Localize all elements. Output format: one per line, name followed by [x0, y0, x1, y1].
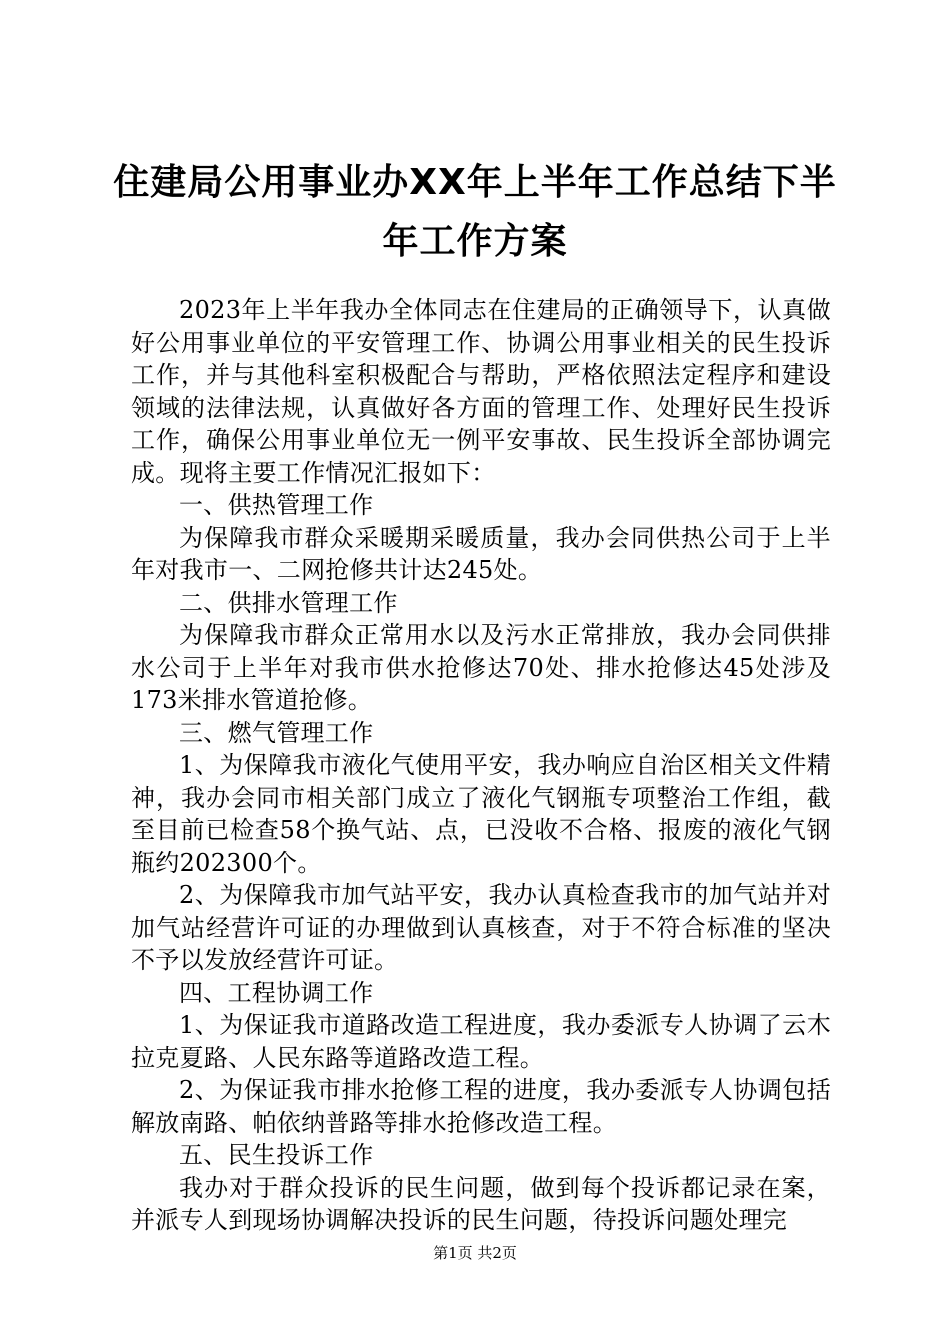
section-heading-complaints: 五、民生投诉工作 — [179, 1141, 374, 1169]
page-footer: 第1页 共2页 — [433, 1244, 517, 1262]
document-title-line-1: 住建局公用事业办XX年上半年工作总结下半 — [113, 162, 837, 203]
section-heading-heating: 一、供热管理工作 — [179, 491, 374, 519]
paragraph-complaints: 我办对于群众投诉的民生问题，做到每个投诉都记录在案，并派专人到现场协调解决投诉的民生问题，待投诉问题处理完 — [131, 1173, 831, 1234]
paragraph-gas-2: 2、为保障我市加气站平安，我办认真检查我市的加气站并对加气站经营许可证的办理做到认真核查，对于不符合标准的坚决不予以发放经营许可证。 — [131, 881, 831, 974]
document-title-line-2: 年工作方案 — [382, 221, 568, 262]
paragraph-engineering-1: 1、为保证我市道路改造工程进度，我办委派专人协调了云木拉克夏路、人民东路等道路改造工程。 — [131, 1011, 831, 1072]
paragraph-engineering-2: 2、为保证我市排水抢修工程的进度，我办委派专人协调包括解放南路、帕依纳普路等排水抢修改造工程。 — [131, 1076, 831, 1137]
section-heading-engineering: 四、工程协调工作 — [179, 978, 374, 1007]
paragraph-water: 为保障我市群众正常用水以及污水正常排放，我办会同供排水公司于上半年对我市供水抢修达70处、排水抢修达45处涉及173米排水管道抢修。 — [131, 621, 831, 714]
paragraph-intro: 2023年上半年我办全体同志在住建局的正确领导下，认真做好公用事业单位的平安管理工作、协调公用事业相关的民生投诉工作，并与其他科室积极配合与帮助，严格依照法定程序和建设领域的法律法规，认真做好各方面的管理工作、处理好民生投诉工作，确保公用事业单位无一例平安事故、民生投诉全部协调完成。现将主要工作情况汇报如下： — [131, 296, 831, 487]
paragraph-gas-1: 1、为保障我市液化气使用平安，我办响应自治区相关文件精神，我办会同市相关部门成立了液化气钢瓶专项整治工作组，截至目前已检查58个换气站、点，已没收不合格、报废的液化气钢瓶约202300个。 — [131, 751, 831, 877]
section-heading-gas: 三、燃气管理工作 — [179, 718, 374, 747]
paragraph-heating: 为保障我市群众采暖期采暖质量，我办会同供热公司于上半年对我市一、二网抢修共计达245处。 — [131, 523, 831, 584]
document-body — [131, 294, 831, 1237]
section-heading-water: 二、供排水管理工作 — [179, 588, 398, 617]
